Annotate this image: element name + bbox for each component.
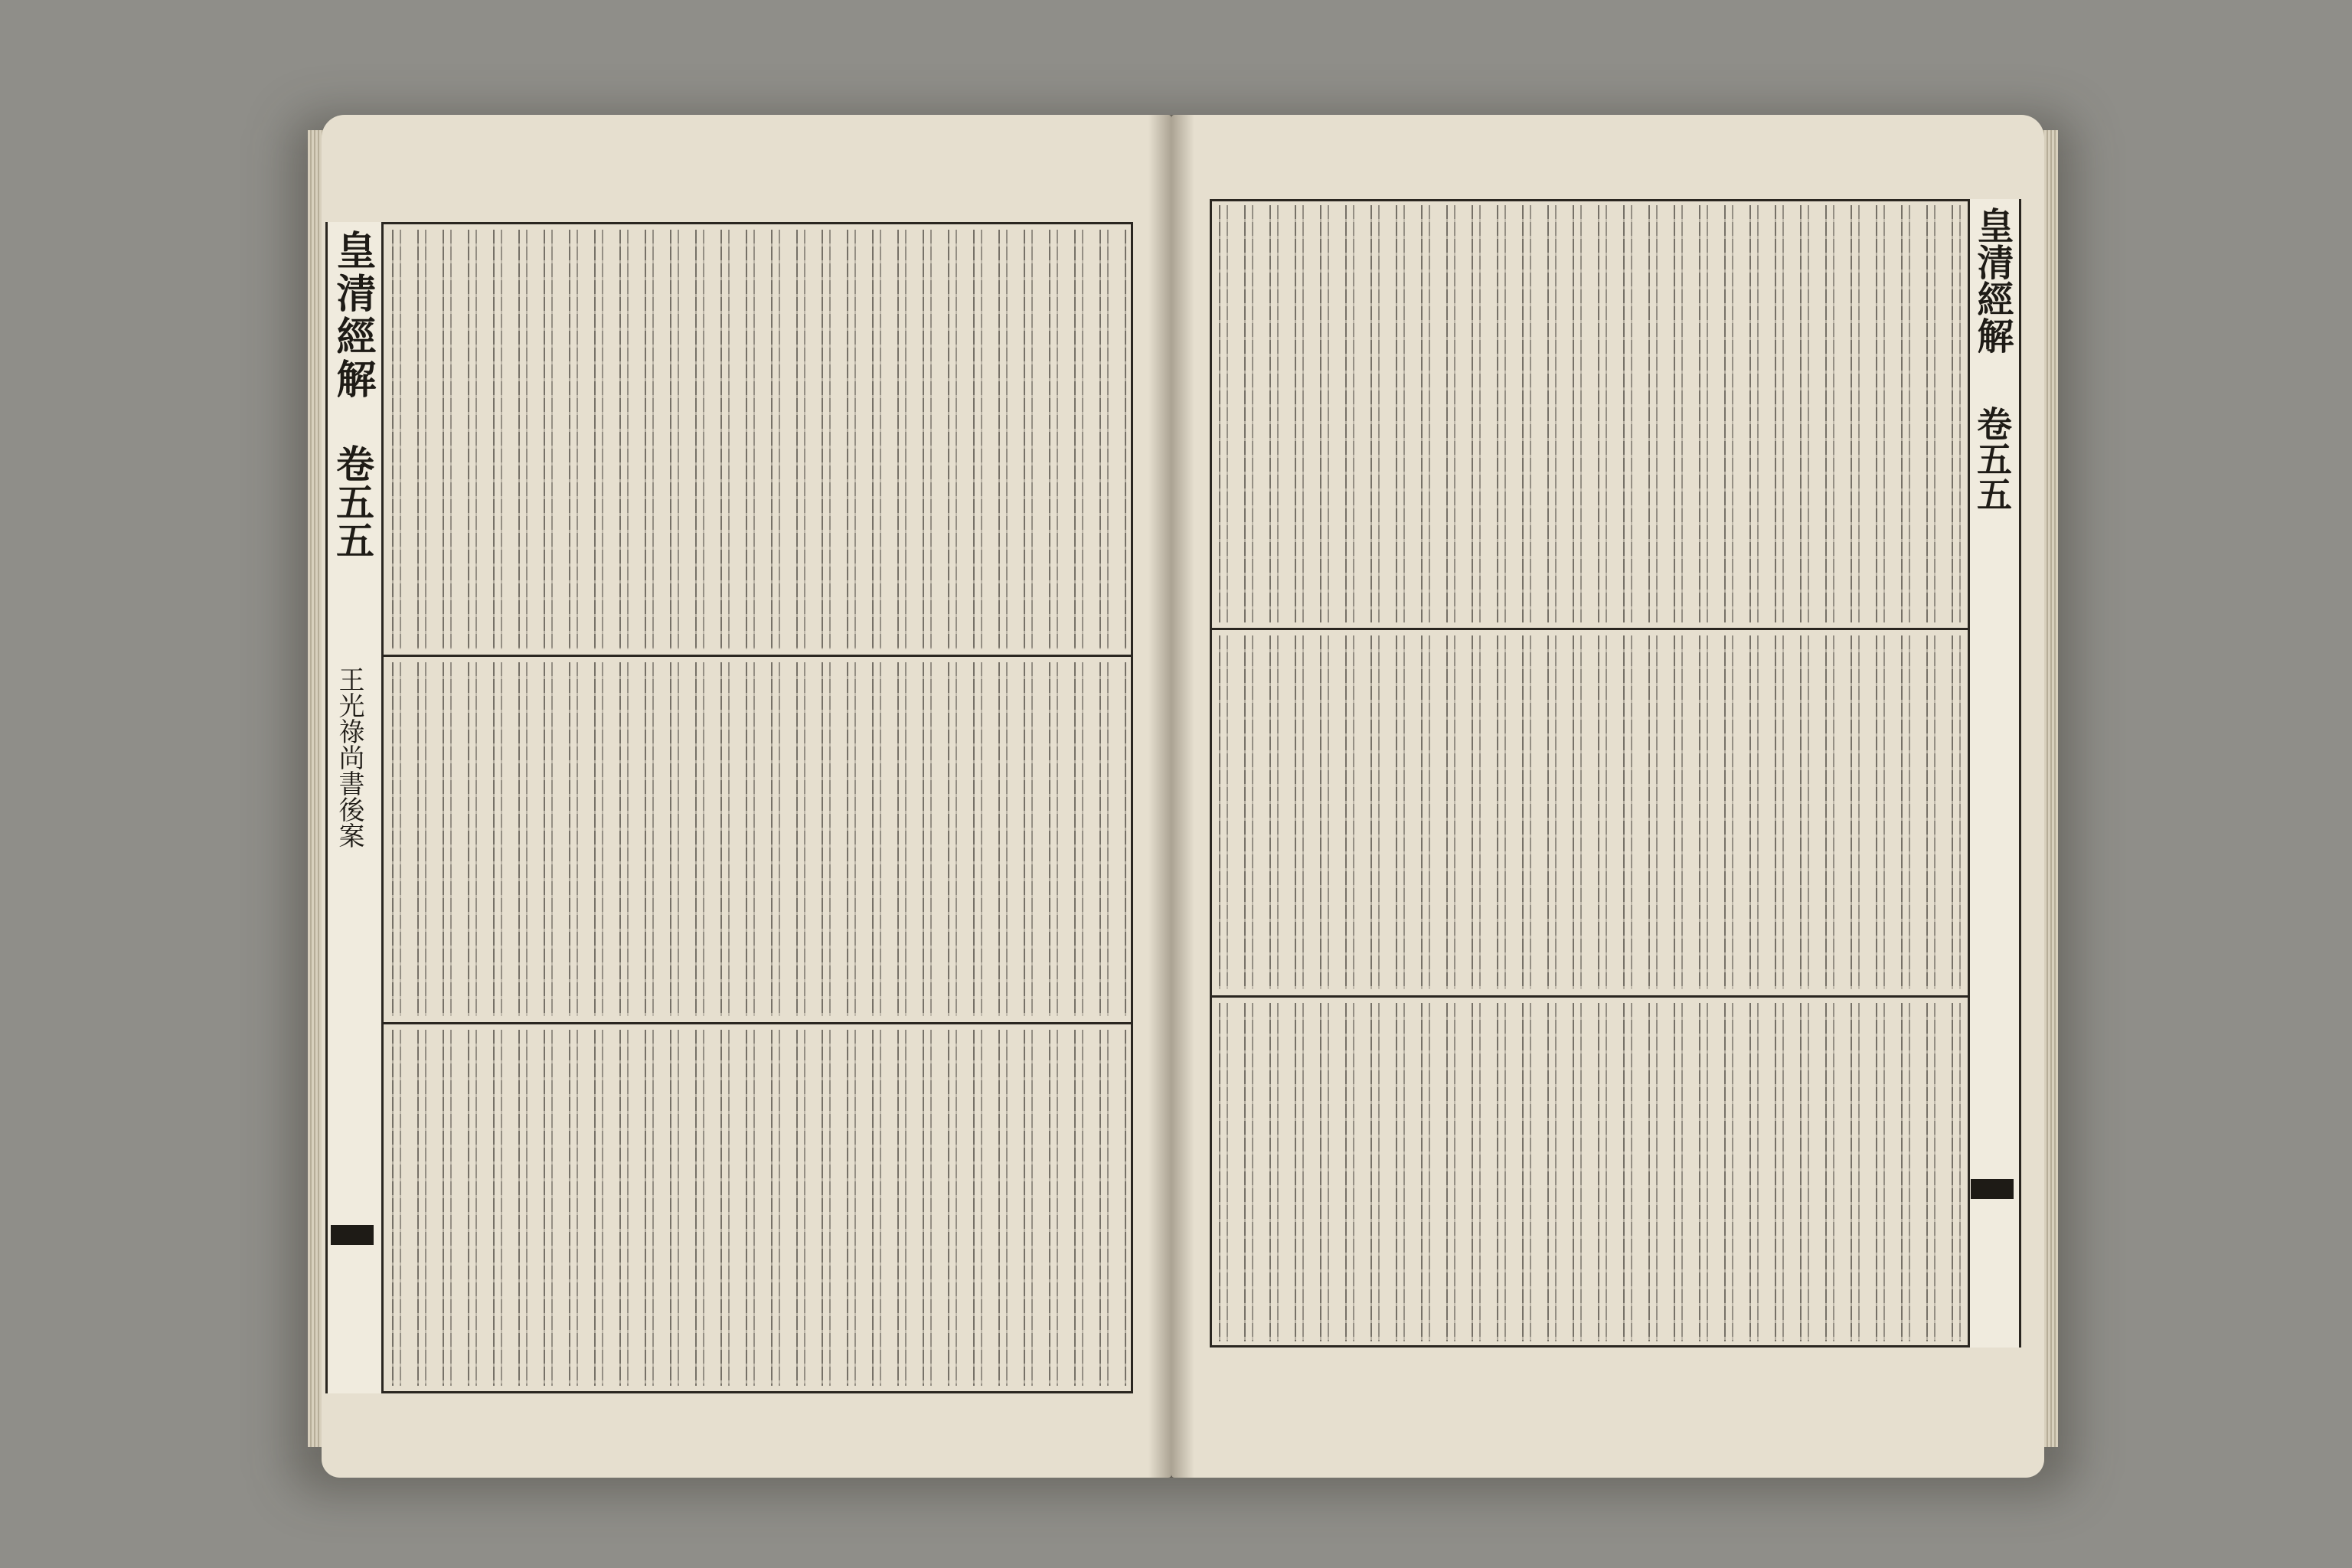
right-band-rule-1 xyxy=(1210,628,1968,630)
left-band-rule-1 xyxy=(383,655,1133,657)
right-text-band-bottom xyxy=(1214,1003,1962,1341)
right-volume-number: 卷五五 xyxy=(1971,406,2013,511)
right-spine-column xyxy=(1968,199,2021,1348)
right-text-band-middle xyxy=(1214,635,1962,989)
left-author-line: 王光祿尚書後案 xyxy=(334,666,364,848)
right-fish-tail-mark xyxy=(1971,1179,2014,1199)
right-book-title: 皇清經解 xyxy=(1971,207,2014,354)
left-text-band-top xyxy=(387,230,1129,649)
right-text-band-top xyxy=(1214,205,1962,622)
left-fish-tail-mark xyxy=(331,1225,374,1245)
left-volume-number: 卷五五 xyxy=(330,444,375,559)
left-text-band-bottom xyxy=(387,1030,1129,1386)
right-band-rule-2 xyxy=(1210,995,1968,998)
left-text-band-middle xyxy=(387,662,1129,1016)
book-gutter-shadow xyxy=(1148,115,1194,1478)
left-band-rule-2 xyxy=(383,1022,1133,1024)
left-book-title: 皇清經解 xyxy=(329,230,376,401)
